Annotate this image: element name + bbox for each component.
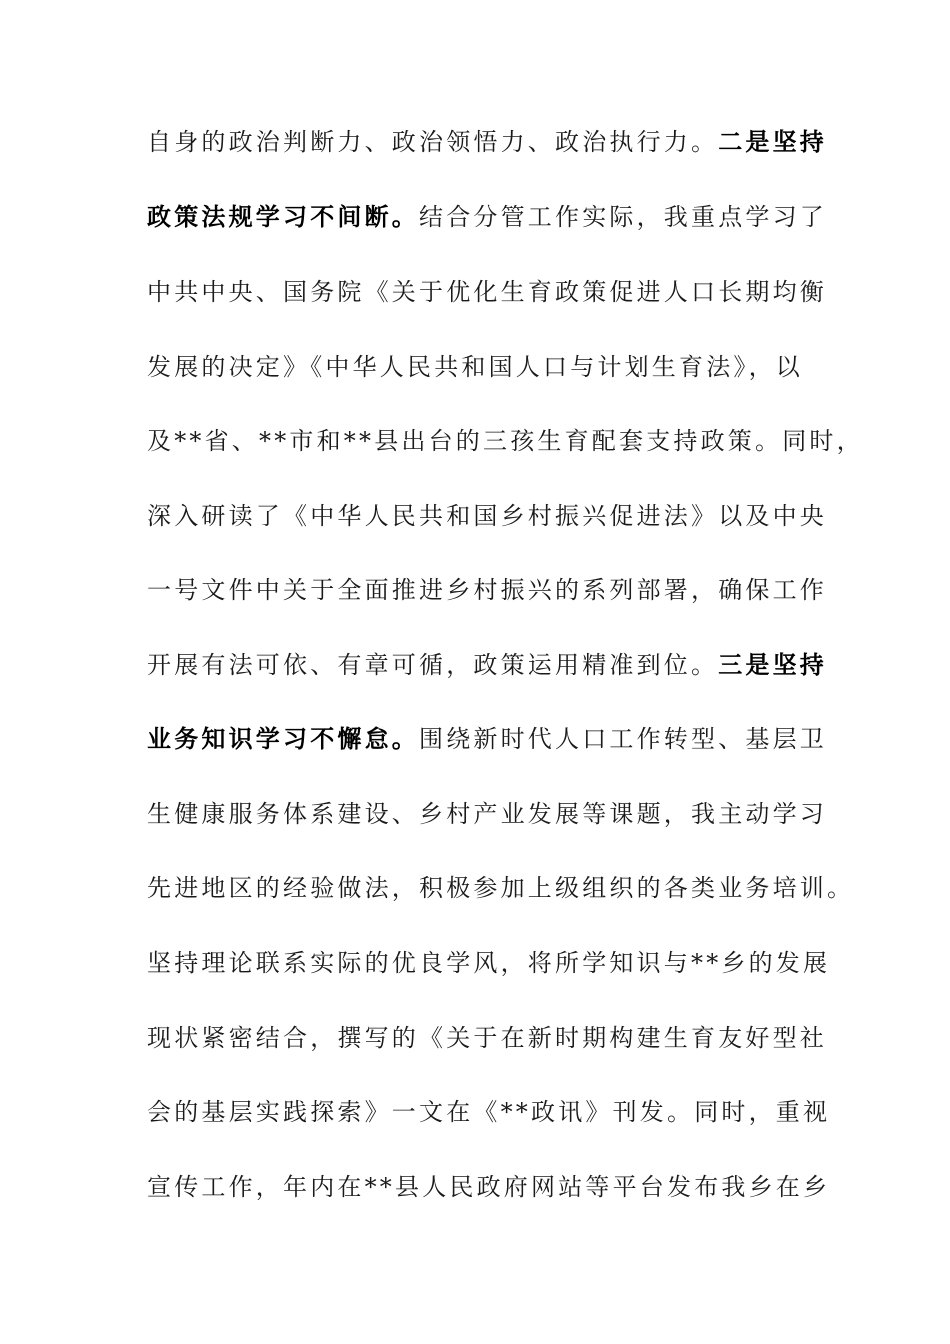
line-text: 先进地区的经验做法，积极参加上级组织的各类业务培训。 (147, 874, 855, 902)
text-line-7 (147, 570, 827, 610)
line-bold-heading: 三是坚持 (718, 651, 828, 679)
line-text: 及**省、**市和**县出台的三孩生育配套支持政策。同时， (147, 427, 864, 455)
text-line-5 (147, 421, 864, 461)
text-line-15 (147, 1167, 831, 1207)
line-text: 自身的政治判断力、政治领悟力、政治执行力。 (147, 128, 719, 156)
text-line-10 (147, 794, 827, 834)
text-line-1 (147, 122, 828, 162)
line-text: 深入研读了《中华人民共和国乡村振兴促进法》以及中央 (147, 502, 827, 530)
line-text: 宣传工作，年内在**县人民政府网站等平台发布我乡在乡 (147, 1173, 831, 1201)
line-text: 开展有法可依、有章可循，政策运用精准到位。 (147, 651, 719, 679)
line-text: 现状紧密结合，撰写的《关于在新时期构建生育友好型社 (147, 1024, 827, 1052)
line-bold-heading: 二是坚持 (718, 128, 828, 156)
line-bold-heading: 政策法规学习不间断。 (147, 203, 419, 231)
text-line-2 (147, 197, 827, 237)
line-text: 会的基层实践探索》一文在《**政讯》刊发。同时，重视 (147, 1098, 831, 1126)
text-line-4 (147, 347, 807, 387)
text-line-12 (147, 943, 831, 983)
line-text: 一号文件中关于全面推进乡村振兴的系列部署，确保工作 (147, 576, 827, 604)
line-text: 中共中央、国务院《关于优化生育政策促进人口长期均衡 (147, 278, 827, 306)
line-text: 生健康服务体系建设、乡村产业发展等课题，我主动学习 (147, 800, 827, 828)
text-line-9 (147, 719, 827, 759)
line-text: 结合分管工作实际，我重点学习了 (419, 203, 827, 231)
text-line-3 (147, 272, 827, 312)
line-text: 围绕新时代人口工作转型、基层卫 (419, 725, 827, 753)
text-line-11 (147, 868, 855, 908)
line-text: 坚持理论联系实际的优良学风，将所学知识与**乡的发展 (147, 949, 831, 977)
text-line-8 (147, 645, 828, 685)
text-line-14 (147, 1092, 831, 1132)
line-bold-heading: 业务知识学习不懈怠。 (147, 725, 419, 753)
line-text: 发展的决定》《中华人民共和国人口与计划生育法》，以 (147, 353, 803, 381)
text-line-13 (147, 1018, 827, 1058)
text-line-6 (147, 496, 827, 536)
